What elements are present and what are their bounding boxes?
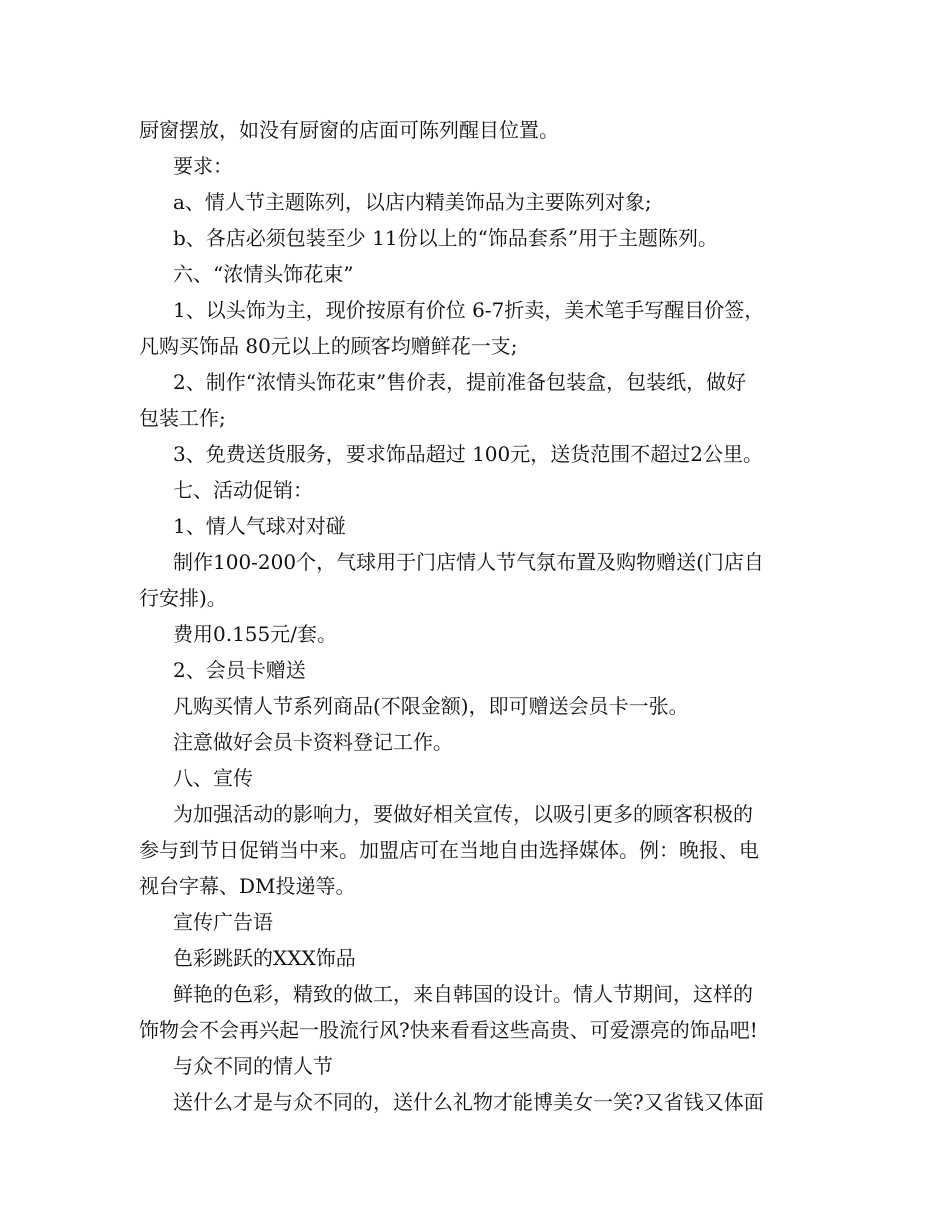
text-line: 凡购买情人节系列商品(不限金额)，即可赠送会员卡一张。 <box>173 694 689 718</box>
text-line: 与众不同的情人节 <box>173 1054 333 1078</box>
text-line: 包装工作; <box>139 406 226 430</box>
text-line: 八、宣传 <box>173 766 253 790</box>
text-line: 视台字幕、DM投递等。 <box>139 874 356 898</box>
text-line: 参与到节日促销当中来。加盟店可在当地自由选择媒体。例：晚报、电 <box>139 838 759 862</box>
text-line: 为加强活动的影响力，要做好相关宣传，以吸引更多的顾客积极的 <box>173 802 753 826</box>
text-line: 要求： <box>173 154 233 178</box>
text-line: 饰物会不会再兴起一股流行风?快来看看这些高贵、可爱漂亮的饰品吧! <box>139 1018 758 1042</box>
text-line: 1、以头饰为主，现价按原有价位 6-7折卖，美术笔手写醒目价签， <box>173 298 765 322</box>
text-line: b、各店必须包装至少 11份以上的“饰品套系”用于主题陈列。 <box>173 226 719 250</box>
text-line: 费用0.155元/套。 <box>173 622 337 646</box>
text-line: 六、“浓情头饰花束” <box>173 262 354 286</box>
text-line: 注意做好会员卡资料登记工作。 <box>173 730 453 754</box>
text-line: 2、会员卡赠送 <box>173 658 306 682</box>
text-line: 2、制作“浓情头饰花束”售价表，提前准备包装盒，包装纸，做好 <box>173 370 747 394</box>
text-line: 七、活动促销： <box>173 478 313 502</box>
text-line: 鲜艳的色彩，精致的做工，来自韩国的设计。情人节期间，这样的 <box>173 982 753 1006</box>
text-line: 宣传广告语 <box>173 910 273 934</box>
text-line: 行安排)。 <box>139 586 227 610</box>
text-line: 凡购买饰品 80元以上的顾客均赠鲜花一支; <box>139 334 518 358</box>
text-line: a、情人节主题陈列，以店内精美饰品为主要陈列对象; <box>173 190 652 214</box>
text-line: 1、情人气球对对碰 <box>173 514 346 538</box>
text-line: 3、免费送货服务，要求饰品超过 100元，送货范围不超过2公里。 <box>173 442 763 466</box>
text-line: 送什么才是与众不同的，送什么礼物才能博美女一笑?又省钱又体面 <box>173 1090 764 1114</box>
text-line: 制作100-200个，气球用于门店情人节气氛布置及购物赠送(门店自 <box>173 550 764 574</box>
document-body <box>139 112 829 1120</box>
text-line: 色彩跳跃的XXX饰品 <box>173 946 356 970</box>
text-line: 厨窗摆放，如没有厨窗的店面可陈列醒目位置。 <box>139 118 559 142</box>
